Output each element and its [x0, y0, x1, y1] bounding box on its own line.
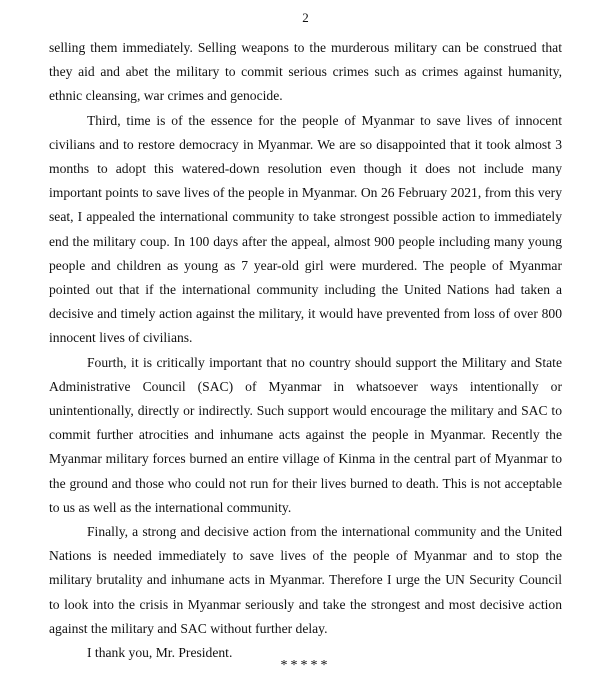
- paragraph-third: Third, time is of the essence for the people of Myanmar to save lives of innocent civilians and to restore democracy in Myanmar. We are so disappointed that it took almost 3 months to adopt this watered-down resolution even though it does not include many important points to save lives of the people in Myanmar. On 26 February 2021, from this very seat, I appealed the international community to take strongest possible action to immediately end the military coup. In 100 days after the appeal, almost 900 people including many young people and children as young as 7 year-old girl were murdered. The people of Myanmar pointed out that if the international community including the United Nations had taken a decisive and timely action against the military, it would have prevented from loss of over 800 innocent lives of civilians.: [49, 112, 562, 346]
- paragraph-fourth: Fourth, it is critically important that no country should support the Military and State Administrative Council (SAC) of Myanmar in whatsoever ways intentionally or unintentionally, directly or indirectly. Such support would encourage the military and SAC to commit further atrocities and inhumane acts against the people in Myanmar. Recently the Myanmar military forces burned an entire village of Kinma in the central part of Myanmar to the ground and those who could not run for their lives burned to death. This is not acceptable to us as well as the international community.: [49, 354, 562, 515]
- paragraph-continuation: selling them immediately. Selling weapons to the murderous military can be construed that they aid and abet the military to commit serious crimes such as crimes against humanity, ethnic cleansing, war crimes and genocide.: [49, 40, 562, 104]
- document-body: [49, 36, 562, 665]
- page-number: 2: [302, 10, 309, 25]
- end-separator: *****: [280, 658, 331, 673]
- paragraph-finally: Finally, a strong and decisive action from the international community and the United Nations is needed immediately to save lives of the people of Myanmar and to stop the military brutality and inhumane acts in Myanmar. Therefore I urge the UN Security Council to look into the crisis in Myanmar seriously and take the strongest and most decisive action against the military and SAC without further delay.: [49, 524, 562, 636]
- closing-line: I thank you, Mr. President.: [87, 645, 233, 661]
